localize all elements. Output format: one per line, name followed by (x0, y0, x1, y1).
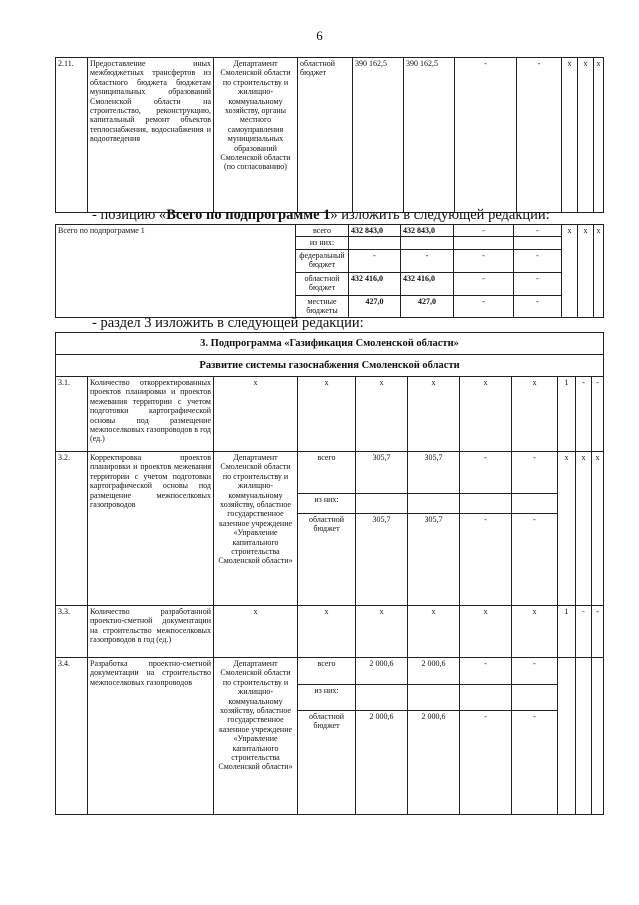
total-cell: 432 843,0 (349, 225, 401, 237)
row-mark3: х (594, 58, 604, 213)
year2-cell: - (454, 249, 514, 272)
row-total (356, 685, 408, 711)
row-executor: Департамент Смоленской области по строительству и жилищно-коммунальному хозяйству, областное государственное казенное учреждение «Управление капитального строительства Смоленской области» (214, 452, 298, 606)
row-total: 390 162,5 (353, 58, 404, 213)
row-year3: - (512, 452, 558, 494)
row-name: Количество разработанной проектно-сметной документации на строительство межпоселковых газопроводов в год (ед.) (88, 606, 214, 658)
total-label: Всего по подпрограмме 1 (56, 225, 296, 318)
instruction-total (92, 207, 550, 224)
year3-cell: - (514, 272, 562, 295)
row-year2: х (460, 377, 512, 452)
row-mark2: - (576, 377, 592, 452)
section-title: 3. Подпрограмма «Газификация Смоленской области» (56, 333, 604, 355)
row-mark1: х (562, 58, 578, 213)
row-mark3: х (592, 452, 604, 606)
row-year3 (512, 685, 558, 711)
row-total: 305,7 (356, 514, 408, 606)
row-source: х (298, 606, 356, 658)
row-year3: - (512, 514, 558, 606)
page-number: 6 (316, 28, 323, 43)
row-mark1: х (558, 452, 576, 606)
row-number: 2.11. (56, 58, 88, 213)
row-year1: х (408, 377, 460, 452)
row-mark1 (558, 658, 576, 815)
row-source: областной бюджет (298, 58, 353, 213)
row-year1: 305,7 (408, 514, 460, 606)
row-total: х (356, 377, 408, 452)
row-year1: 2 000,6 (408, 711, 460, 815)
total-cell: 432 416,0 (349, 272, 401, 295)
row-year1 (408, 494, 460, 514)
row-total: 2 000,6 (356, 658, 408, 685)
row-mark3: - (592, 606, 604, 658)
total-cell: - (349, 249, 401, 272)
row-mark2: х (576, 452, 592, 606)
year3-cell (514, 237, 562, 249)
row-year2 (460, 685, 512, 711)
row-mark3: - (592, 377, 604, 452)
year2-cell: - (454, 225, 514, 237)
year2-cell: - (454, 272, 514, 295)
row-year1: 390 162,5 (404, 58, 455, 213)
row-source: х (298, 377, 356, 452)
row-executor: х (214, 377, 298, 452)
mark1-cell: х (562, 225, 578, 318)
year3-cell: - (514, 295, 562, 317)
src-cell: областной бюджет (296, 272, 349, 295)
row-number: 3.3. (56, 606, 88, 658)
row-mark1: 1 (558, 606, 576, 658)
row-year2 (460, 494, 512, 514)
row-executor: Департамент Смоленской области по строительству и жилищно-коммунальному хозяйству, областное государственное казенное учреждение «Управление капитального строительства Смоленской области» (214, 658, 298, 815)
row-year3 (512, 494, 558, 514)
year3-cell: - (514, 249, 562, 272)
instruction-text: » изложить в следующей редакции: (330, 207, 550, 223)
row-year2: х (460, 606, 512, 658)
year1-cell (401, 237, 454, 249)
row-year2: - (460, 452, 512, 494)
row-year1 (408, 685, 460, 711)
src-cell: из них: (296, 237, 349, 249)
year1-cell: 432 843,0 (401, 225, 454, 237)
row-executor: х (214, 606, 298, 658)
row-name: Разработка проектно-сметной документации на строительство межпоселковых газопроводов (88, 658, 214, 815)
row-name: Предоставление иных межбюджетных трансфертов из областного бюджета бюджетам муниципальных образований Смоленской области на строительство, реконструкцию, капитальный ремонт объектов теплоснабжения, водоснабжения и водоотведения (88, 58, 214, 213)
year3-cell: - (514, 225, 562, 237)
row-year2: - (460, 514, 512, 606)
instruction-section: - раздел 3 изложить в следующей редакции: (92, 315, 364, 331)
row-number: 3.4. (56, 658, 88, 815)
instruction-bold: Всего по подпрограмме 1 (166, 207, 331, 223)
src-cell: федеральный бюджет (296, 249, 349, 272)
row-year2: - (460, 658, 512, 685)
row-year3: х (512, 606, 558, 658)
row-mark3 (592, 658, 604, 815)
row-total: 305,7 (356, 452, 408, 494)
row-number: 3.2. (56, 452, 88, 606)
row-year1: х (408, 606, 460, 658)
year1-cell: - (401, 249, 454, 272)
row-year3: - (512, 711, 558, 815)
src-cell: местные бюджеты (296, 295, 349, 317)
row-year2: - (455, 58, 517, 213)
row-year3: х (512, 377, 558, 452)
section-subtitle: Развитие системы газоснабжения Смоленской области (56, 355, 604, 377)
row-year3: - (517, 58, 562, 213)
row-number: 3.1. (56, 377, 88, 452)
year1-cell: 427,0 (401, 295, 454, 317)
year2-cell (454, 237, 514, 249)
row-year2: - (460, 711, 512, 815)
row-mark2: - (576, 606, 592, 658)
total-cell: 427,0 (349, 295, 401, 317)
src-cell: всего (296, 225, 349, 237)
row-mark2: х (578, 58, 594, 213)
table-section-3 (55, 332, 604, 815)
row-year3: - (512, 658, 558, 685)
row-total (356, 494, 408, 514)
row-year1: 305,7 (408, 452, 460, 494)
row-mark1: 1 (558, 377, 576, 452)
row-name: Корректировка проектов планировки и проектов межевания территории с учетом подготовки картографической основы под размещение межпоселковых газопроводов (88, 452, 214, 606)
row-source: из них: (298, 685, 356, 711)
total-cell (349, 237, 401, 249)
row-total: 2 000,6 (356, 711, 408, 815)
row-source: всего (298, 452, 356, 494)
row-executor: Департамент Смоленской области по строительству и жилищно-коммунальному хозяйству, органы местного самоуправления муниципальных образований Смоленской области (по согласованию) (214, 58, 298, 213)
row-source: из них: (298, 494, 356, 514)
row-name: Количество откорректированных проектов планировки и проектов межевания территории с учетом подготовки картографической основы под размещение межпоселковых газопроводов в год (ед.) (88, 377, 214, 452)
row-source: областной бюджет (298, 711, 356, 815)
mark3-cell: х (594, 225, 604, 318)
row-total: х (356, 606, 408, 658)
mark2-cell: х (578, 225, 594, 318)
table-total-subprogram (55, 224, 604, 318)
row-year1: 2 000,6 (408, 658, 460, 685)
row-source: всего (298, 658, 356, 685)
row-source: областной бюджет (298, 514, 356, 606)
year2-cell: - (454, 295, 514, 317)
row-mark2 (576, 658, 592, 815)
instruction-text: - позицию « (92, 207, 167, 223)
table-row-2-11 (55, 57, 604, 213)
year1-cell: 432 416,0 (401, 272, 454, 295)
